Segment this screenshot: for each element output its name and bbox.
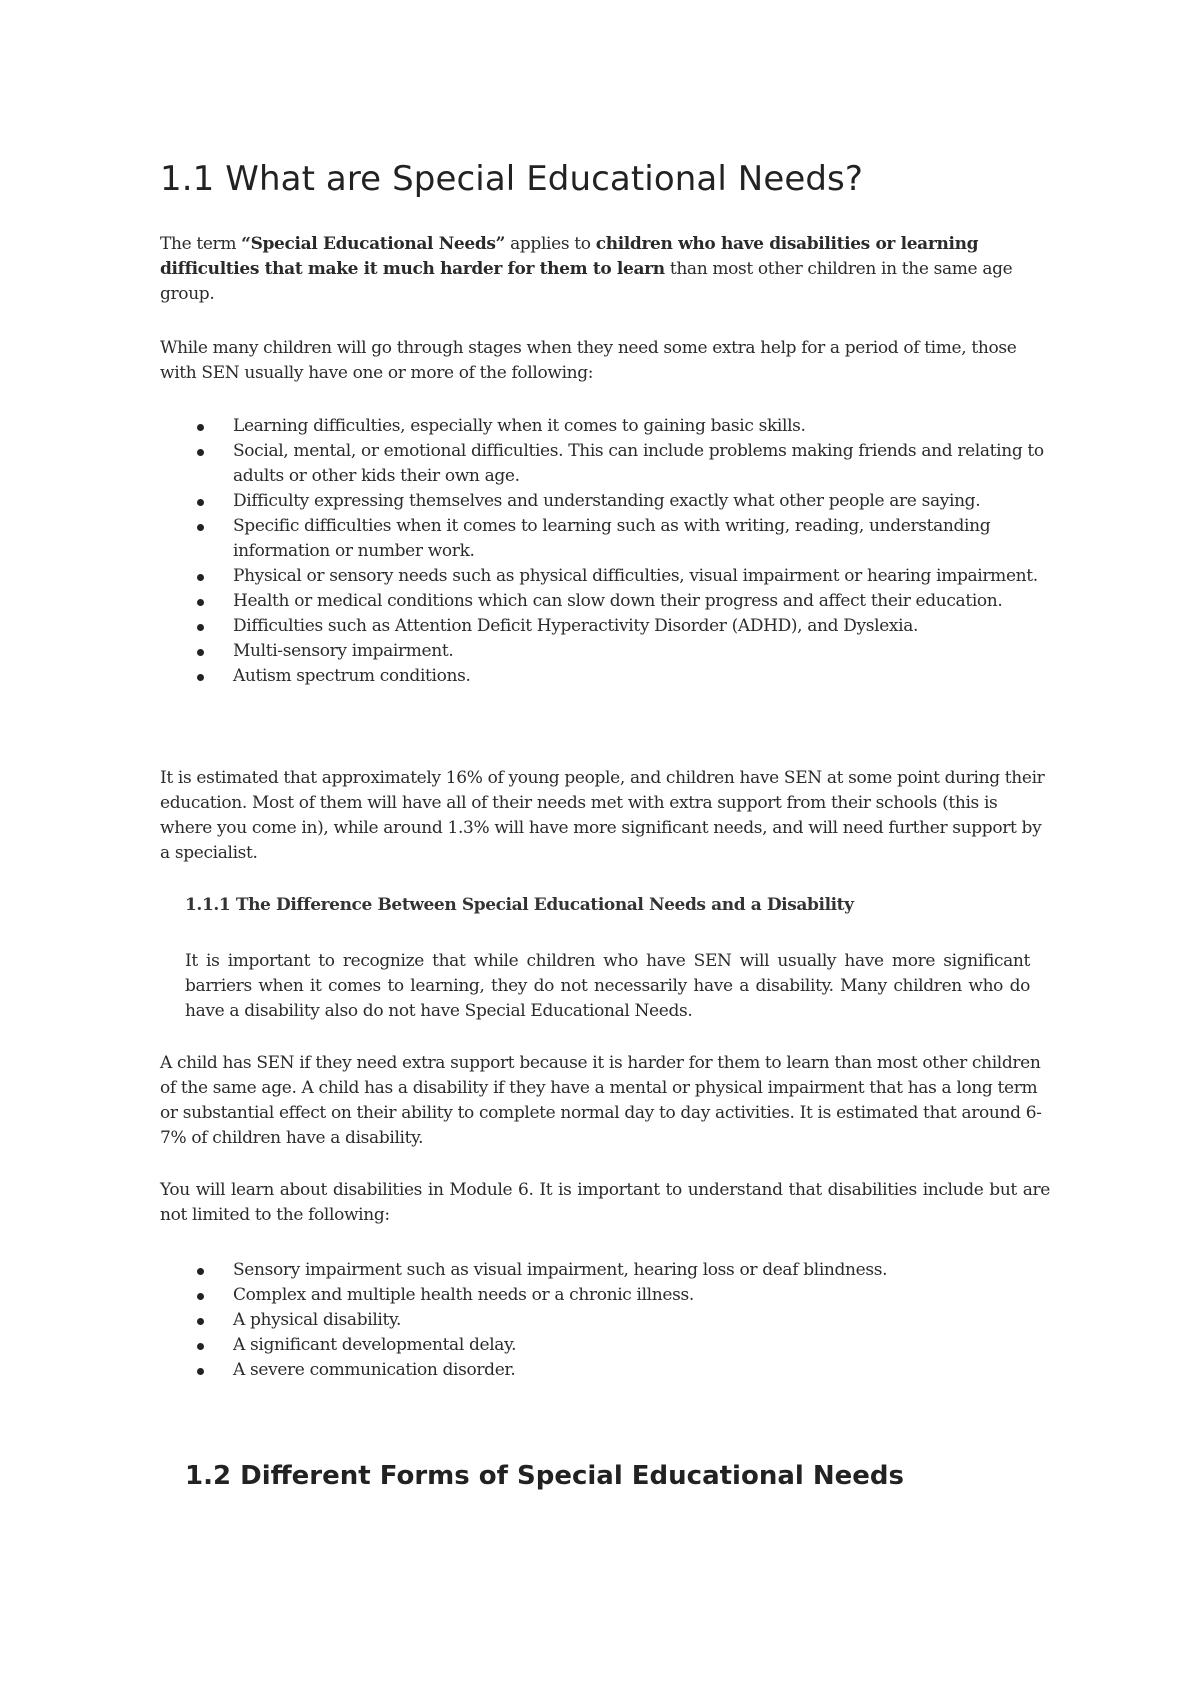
section-heading-1-2: 1.2 Different Forms of Special Educational Needs <box>185 1461 904 1491</box>
sen-needs-list <box>233 414 1053 689</box>
recognize-paragraph: It is important to recognize that while children who have SEN will usually have more significant barriers when it comes to learning, they do not necessarily have a disability. Many children who do have a disability also do not have Special Educational Needs. <box>185 951 1030 1021</box>
list-item: Complex and multiple health needs or a chronic illness. <box>233 1283 1053 1308</box>
intro-paragraph <box>160 232 1050 307</box>
intro-text-3: than most other children in the same age group. <box>160 259 1013 304</box>
list-item: A severe communication disorder. <box>233 1358 1053 1383</box>
list-item: Difficulties such as Attention Deficit Hyperactivity Disorder (ADHD), and Dyslexia. <box>233 614 1053 639</box>
list-item: A physical disability. <box>233 1308 1053 1333</box>
module-paragraph: You will learn about disabilities in Module 6. It is important to understand that disabilities include but are not limited to the following: <box>160 1180 1050 1225</box>
stages-paragraph: While many children will go through stages when they need some extra help for a period of time, those with SEN usually have one or more of the following: <box>160 338 1017 383</box>
list-item: Learning difficulties, especially when it comes to gaining basic skills. <box>233 414 1053 439</box>
child-sen-paragraph: A child has SEN if they need extra support because it is harder for them to learn than most other children of the same age. A child has a disability if they have a mental or physical impairment that has a long term or substantial effect on their ability to complete normal day to day activities. It is estimated that around 6-7% of children have a disability. <box>160 1053 1042 1148</box>
list-item: Difficulty expressing themselves and understanding exactly what other people are saying. <box>233 489 1053 514</box>
intro-term-bold: “Special Educational Needs” <box>241 234 506 254</box>
list-item: Physical or sensory needs such as physical difficulties, visual impairment or hearing impairment. <box>233 564 1053 589</box>
disabilities-list <box>233 1258 1053 1383</box>
list-item: A significant developmental delay. <box>233 1333 1053 1358</box>
list-item: Multi-sensory impairment. <box>233 639 1053 664</box>
section-heading-1-1: 1.1 What are Special Educational Needs? <box>160 159 863 199</box>
intro-definition-bold: children who have disabilities or learning difficulties that make it much harder for them to learn <box>160 234 979 279</box>
intro-text-1: The term <box>160 234 242 254</box>
estimate-paragraph: It is estimated that approximately 16% of young people, and children have SEN at some point during their education. Most of them will have all of their needs met with extra support from their schools (this is where you come in), while around 1.3% will have more significant needs, and will need further support by a specialist. <box>160 768 1045 863</box>
intro-text-2: applies to <box>505 234 596 254</box>
list-item: Social, mental, or emotional difficulties. This can include problems making friends and relating to adults or other kids their own age. <box>233 439 1053 489</box>
list-item: Health or medical conditions which can slow down their progress and affect their education. <box>233 589 1053 614</box>
list-item: Specific difficulties when it comes to learning such as with writing, reading, understanding information or number work. <box>233 514 1053 564</box>
subsection-heading-1-1-1: 1.1.1 The Difference Between Special Educational Needs and a Disability <box>185 895 854 915</box>
list-item: Sensory impairment such as visual impairment, hearing loss or deaf blindness. <box>233 1258 1053 1283</box>
list-item: Autism spectrum conditions. <box>233 664 1053 689</box>
